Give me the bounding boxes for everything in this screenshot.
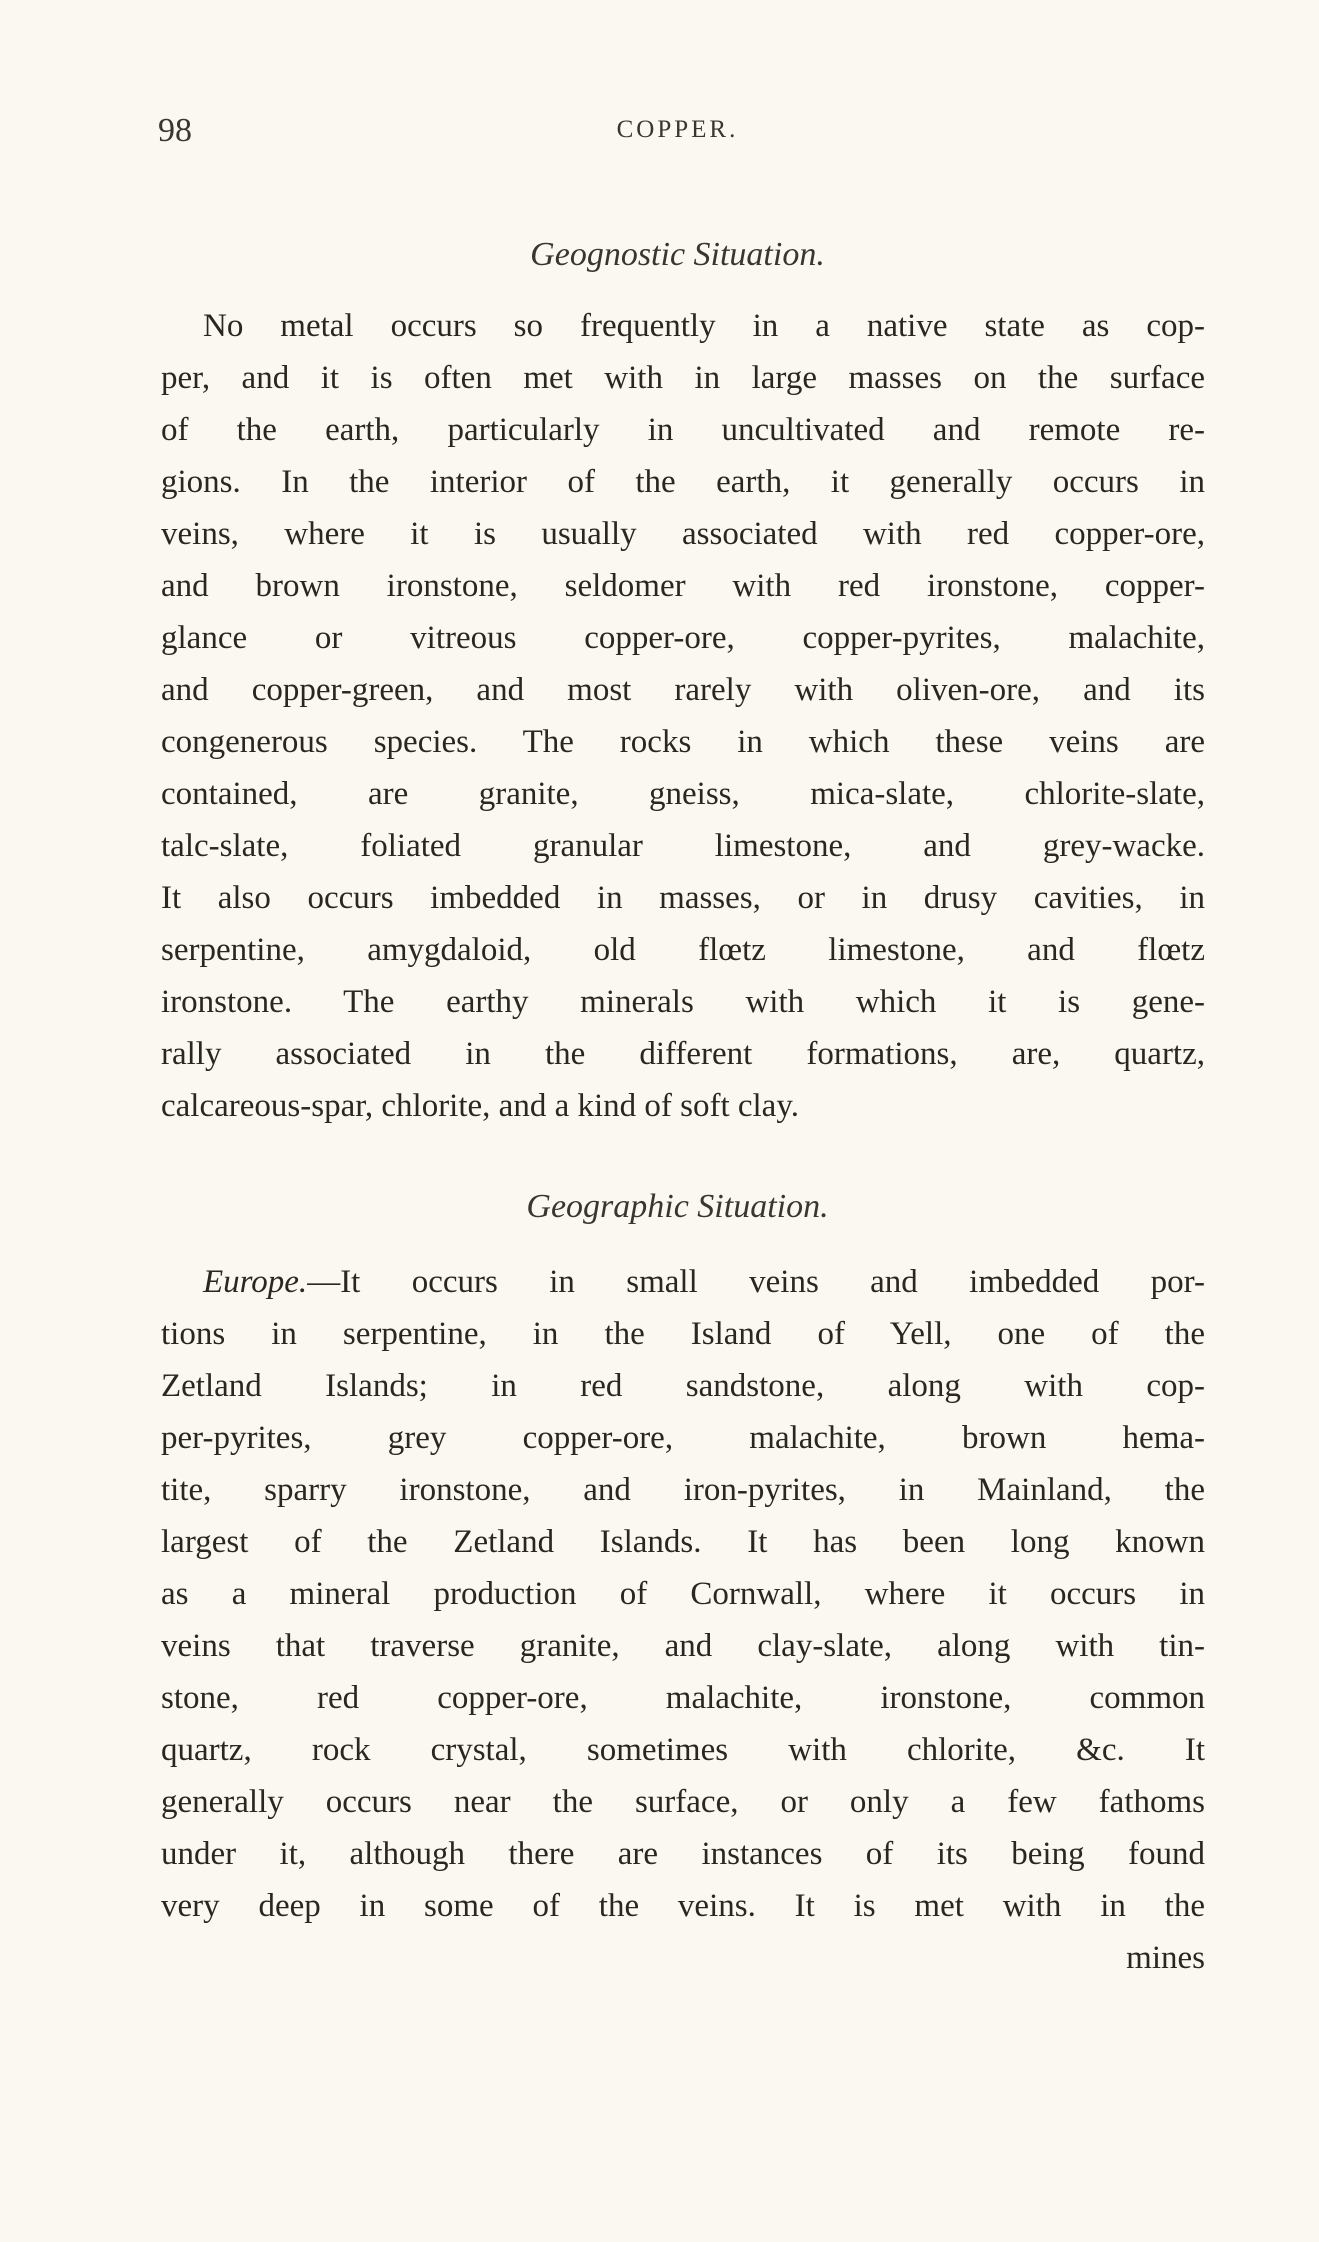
text-line: congenerous species. The rocks in which these veins are [161,724,1205,760]
text-line: It also occurs imbedded in masses, or in drusy cavities, in [161,880,1205,916]
running-title: COPPER. [616,116,739,143]
text-line: veins, where it is usually associated with red copper-ore, [161,516,1205,552]
lead-in-rest: —It occurs in small veins and imbedded por- [307,1264,1205,1300]
text-line: talc-slate, foliated granular limestone, and grey-wacke. [161,828,1205,864]
section-heading-geognostic: Geognostic Situation. [530,236,825,273]
text-line: quartz, rock crystal, sometimes with chlorite, &c. It [161,1732,1205,1768]
text-line: tite, sparry ironstone, and iron-pyrites, in Mainland, the [161,1472,1205,1508]
text-line: Zetland Islands; in red sandstone, along with cop- [161,1368,1205,1404]
paragraph-geognostic [161,300,1205,1132]
text-line: generally occurs near the surface, or only a few fathoms [161,1784,1205,1820]
paragraph-geographic [161,1256,1205,1984]
running-head [150,112,1205,162]
text-line: No metal occurs so frequently in a native state as cop- [203,308,1205,344]
text-line: as a mineral production of Cornwall, where it occurs in [161,1576,1205,1612]
text-line: veins that traverse granite, and clay-slate, along with tin- [161,1628,1205,1664]
text-line-first [161,1256,1205,1308]
lead-in-europe: Europe. [203,1264,308,1300]
section-heading-geographic: Geographic Situation. [526,1188,829,1225]
page-number: 98 [158,112,192,149]
text-line: contained, are granite, gneiss, mica-slate, chlorite-slate, [161,776,1205,812]
text-line: gions. In the interior of the earth, it generally occurs in [161,464,1205,500]
text-line: stone, red copper-ore, malachite, ironstone, common [161,1680,1205,1716]
text-line: ironstone. The earthy minerals with which it is gene- [161,984,1205,1020]
text-line: very deep in some of the veins. It is met with in the [161,1888,1205,1924]
text-line: calcareous-spar, chlorite, and a kind of soft clay. [161,1088,799,1124]
text-line: of the earth, particularly in uncultivated and remote re- [161,412,1205,448]
catchword: mines [1126,1940,1205,1976]
text-line: largest of the Zetland Islands. It has been long known [161,1524,1205,1560]
text-line: serpentine, amygdaloid, old flœtz limestone, and flœtz [161,932,1205,968]
text-line: rally associated in the different formations, are, quartz, [161,1036,1205,1072]
text-line: under it, although there are instances of its being found [161,1836,1205,1872]
text-line: glance or vitreous copper-ore, copper-pyrites, malachite, [161,620,1205,656]
text-line: per-pyrites, grey copper-ore, malachite, brown hema- [161,1420,1205,1456]
text-line: and copper-green, and most rarely with oliven-ore, and its [161,672,1205,708]
text-line: per, and it is often met with in large masses on the surface [161,360,1205,396]
text-line: tions in serpentine, in the Island of Yell, one of the [161,1316,1205,1352]
text-line: and brown ironstone, seldomer with red ironstone, copper- [161,568,1205,604]
